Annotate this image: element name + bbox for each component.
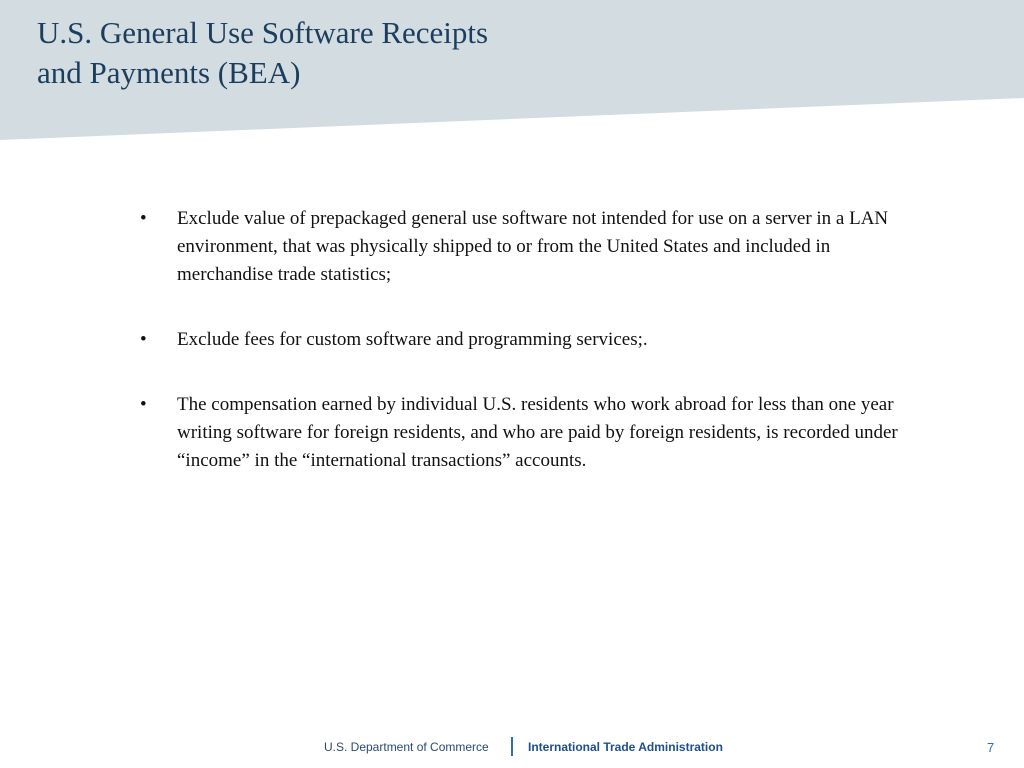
agency-label: International Trade Administration — [528, 740, 723, 754]
bullet-marker: • — [140, 394, 147, 415]
bullet-text: The compensation earned by individual U.S. residents who work abroad for less than one year writing software for foreign residents, and who are paid by foreign residents, is recorded under “income” in the “international transactions” accounts. — [177, 394, 898, 471]
bullet-list — [140, 205, 930, 512]
bullet-text: Exclude fees for custom software and programming services;. — [177, 329, 648, 350]
footer — [0, 732, 1024, 768]
bullet-marker: • — [140, 208, 147, 229]
bullet-marker: • — [140, 329, 147, 350]
page-number: 7 — [987, 740, 995, 755]
footer-separator — [511, 737, 513, 756]
slide-title-line-1: U.S. General Use Software Receipts — [37, 15, 489, 50]
bullet-item — [140, 205, 930, 289]
bullet-text: Exclude value of prepackaged general use software not intended for use on a server in a LAN environment, that was physically shipped to or from the United States and included in merchandise trade statistics; — [177, 208, 889, 285]
bullet-item — [140, 326, 930, 354]
department-label: U.S. Department of Commerce — [324, 740, 489, 754]
slide-title — [37, 13, 488, 93]
slide-title-line-2: and Payments (BEA) — [37, 55, 301, 90]
bullet-item — [140, 391, 930, 475]
